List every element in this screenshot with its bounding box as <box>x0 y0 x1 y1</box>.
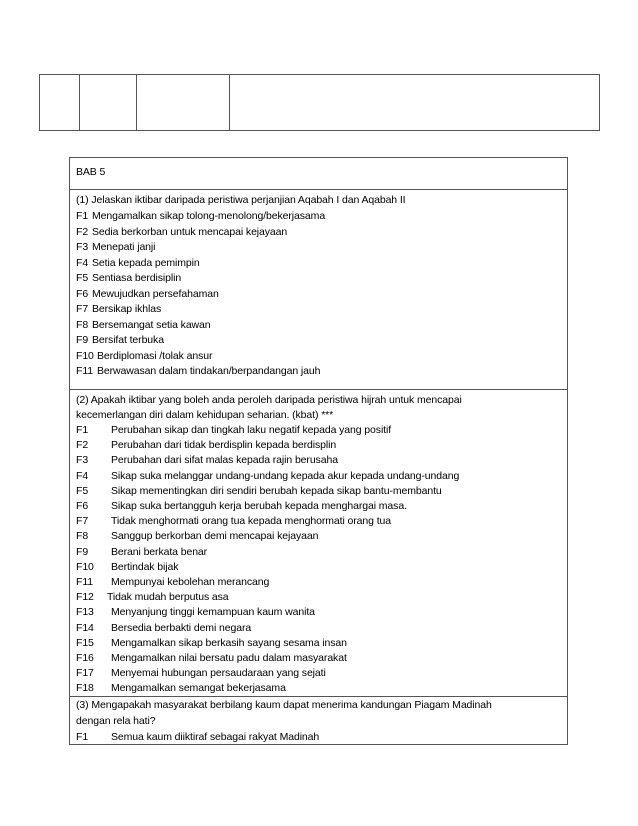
item-text: Sentiasa berdisiplin <box>92 272 182 284</box>
item-code: F2 <box>76 225 89 238</box>
header-table-divider <box>79 75 80 130</box>
item-code: F6 <box>76 500 89 512</box>
item-text: Mengamalkan semangat bekerjasama <box>111 682 286 695</box>
list-item <box>76 349 212 363</box>
item-code: F9 <box>76 334 89 346</box>
item-code: F8 <box>76 318 89 331</box>
item-code: F10 <box>76 349 94 362</box>
list-item <box>76 651 347 665</box>
question-2-line-2: kecemerlangan diri dalam kehidupan seharian. (kbat) *** <box>76 409 334 421</box>
item-code: F15 <box>76 636 94 649</box>
item-text: Menyanjung tinggi kemampuan kaum wanita <box>111 606 315 619</box>
item-text: Perubahan sikap dan tingkah laku negatif kepada yang positif <box>111 424 392 436</box>
list-item <box>76 225 287 239</box>
list-item <box>76 681 286 695</box>
list-item <box>76 287 219 301</box>
item-code: F3 <box>76 241 89 253</box>
list-item <box>76 560 178 574</box>
list-item <box>76 621 251 635</box>
row-divider <box>70 696 567 697</box>
item-text: Perubahan dari sifat malas kepada rajin berusaha <box>111 454 338 467</box>
bab-title: BAB 5 <box>76 166 106 178</box>
item-text: Tidak menghormati orang tua kepada menghormati orang tua <box>111 515 392 528</box>
item-code: F14 <box>76 621 94 634</box>
item-text: Sikap mementingkan diri sendiri berubah kepada sikap bantu-membantu <box>111 484 442 497</box>
list-item <box>76 453 338 467</box>
item-text: Mengamalkan sikap berkasih sayang sesama insan <box>111 636 347 649</box>
item-text: Bertindak bijak <box>111 560 179 573</box>
item-code: F1 <box>76 731 89 743</box>
question-3-line-2: dengan rela hati? <box>76 715 156 727</box>
list-item <box>76 484 442 498</box>
item-text: Tidak mudah berputus asa <box>107 591 229 604</box>
list-item <box>76 575 269 589</box>
item-code: F4 <box>76 256 89 269</box>
question-2-line-1: (2) Apakah iktibar yang boleh anda peroleh daripada peristiwa hijrah untuk mencapai <box>76 394 462 406</box>
item-text: Semua kaum diiktiraf sebagai rakyat Madinah <box>111 731 320 743</box>
list-item <box>76 438 336 452</box>
list-item <box>76 545 207 559</box>
item-code: F16 <box>76 652 94 664</box>
list-item <box>76 333 164 347</box>
question-1: (1) Jelaskan iktibar daripada peristiwa perjanjian Aqabah I dan Aqabah II <box>76 194 406 206</box>
item-code: F8 <box>76 530 89 543</box>
header-table-divider <box>136 75 137 130</box>
list-item <box>76 469 459 483</box>
row-divider <box>70 389 567 390</box>
item-text: Bersikap ikhlas <box>92 303 162 315</box>
list-item <box>76 423 391 437</box>
item-text: Menepati janji <box>92 241 156 253</box>
item-text: Mewujudkan persefahaman <box>92 287 219 300</box>
item-code: F7 <box>76 303 89 315</box>
list-item <box>76 590 229 604</box>
list-item <box>76 240 155 254</box>
item-text: Sikap suka melanggar undang-undang kepada akur kepada undang-undang <box>111 469 460 482</box>
item-text: Berdiplomasi /tolak ansur <box>97 349 213 362</box>
item-code: F1 <box>76 424 89 436</box>
item-text: Bersifat terbuka <box>92 334 164 346</box>
item-text: Berani berkata benar <box>111 545 208 558</box>
item-code: F18 <box>76 682 94 695</box>
item-text: Sanggup berkorban demi mencapai kejayaan <box>111 530 319 543</box>
item-text: Perubahan dari tidak berdisplin kepada berdisplin <box>111 439 337 452</box>
item-code: F4 <box>76 469 89 482</box>
item-text: Mengamalkan nilai bersatu padu dalam masyarakat <box>111 652 347 664</box>
item-text: Menyemai hubungan persaudaraan yang sejati <box>111 667 326 680</box>
item-text: Sedia berkorban untuk mencapai kejayaan <box>92 225 288 238</box>
item-text: Mengamalkan sikap tolong-menolong/bekerjasama <box>92 210 326 222</box>
list-item <box>76 271 181 285</box>
item-code: F9 <box>76 545 89 558</box>
item-text: Setia kepada pemimpin <box>92 256 200 269</box>
item-code: F5 <box>76 484 89 497</box>
list-item <box>76 364 320 378</box>
list-item <box>76 209 325 223</box>
list-item <box>76 302 161 316</box>
item-code: F3 <box>76 454 89 467</box>
list-item <box>76 514 391 528</box>
item-text: Berwawasan dalam tindakan/berpandangan jauh <box>97 365 321 377</box>
list-item <box>76 605 315 619</box>
list-item <box>76 529 318 543</box>
item-code: F7 <box>76 515 89 528</box>
item-code: F10 <box>76 560 94 573</box>
item-code: F6 <box>76 287 89 300</box>
header-table-divider <box>229 75 230 130</box>
item-code: F11 <box>76 365 94 377</box>
content-table <box>69 157 568 745</box>
header-table <box>39 74 600 131</box>
item-code: F12 <box>76 591 94 604</box>
list-item <box>76 730 319 744</box>
item-text: Bersedia berbakti demi negara <box>111 621 252 634</box>
item-code: F5 <box>76 272 89 284</box>
item-code: F1 <box>76 210 89 222</box>
item-text: Sikap suka bertangguh kerja berubah kepada menghargai masa. <box>111 500 407 512</box>
item-text: Bersemangat setia kawan <box>92 318 211 331</box>
item-text: Mempunyai kebolehan merancang <box>111 576 270 588</box>
list-item <box>76 256 200 270</box>
item-code: F17 <box>76 667 94 680</box>
list-item <box>76 636 347 650</box>
question-3-line-1: (3) Mengapakah masyarakat berbilang kaum dapat menerima kandungan Piagam Madinah <box>76 699 492 711</box>
item-code: F2 <box>76 439 89 452</box>
list-item <box>76 499 407 513</box>
item-code: F13 <box>76 606 94 619</box>
list-item <box>76 666 326 680</box>
item-code: F11 <box>76 576 94 588</box>
list-item <box>76 318 211 332</box>
row-divider <box>70 189 567 190</box>
